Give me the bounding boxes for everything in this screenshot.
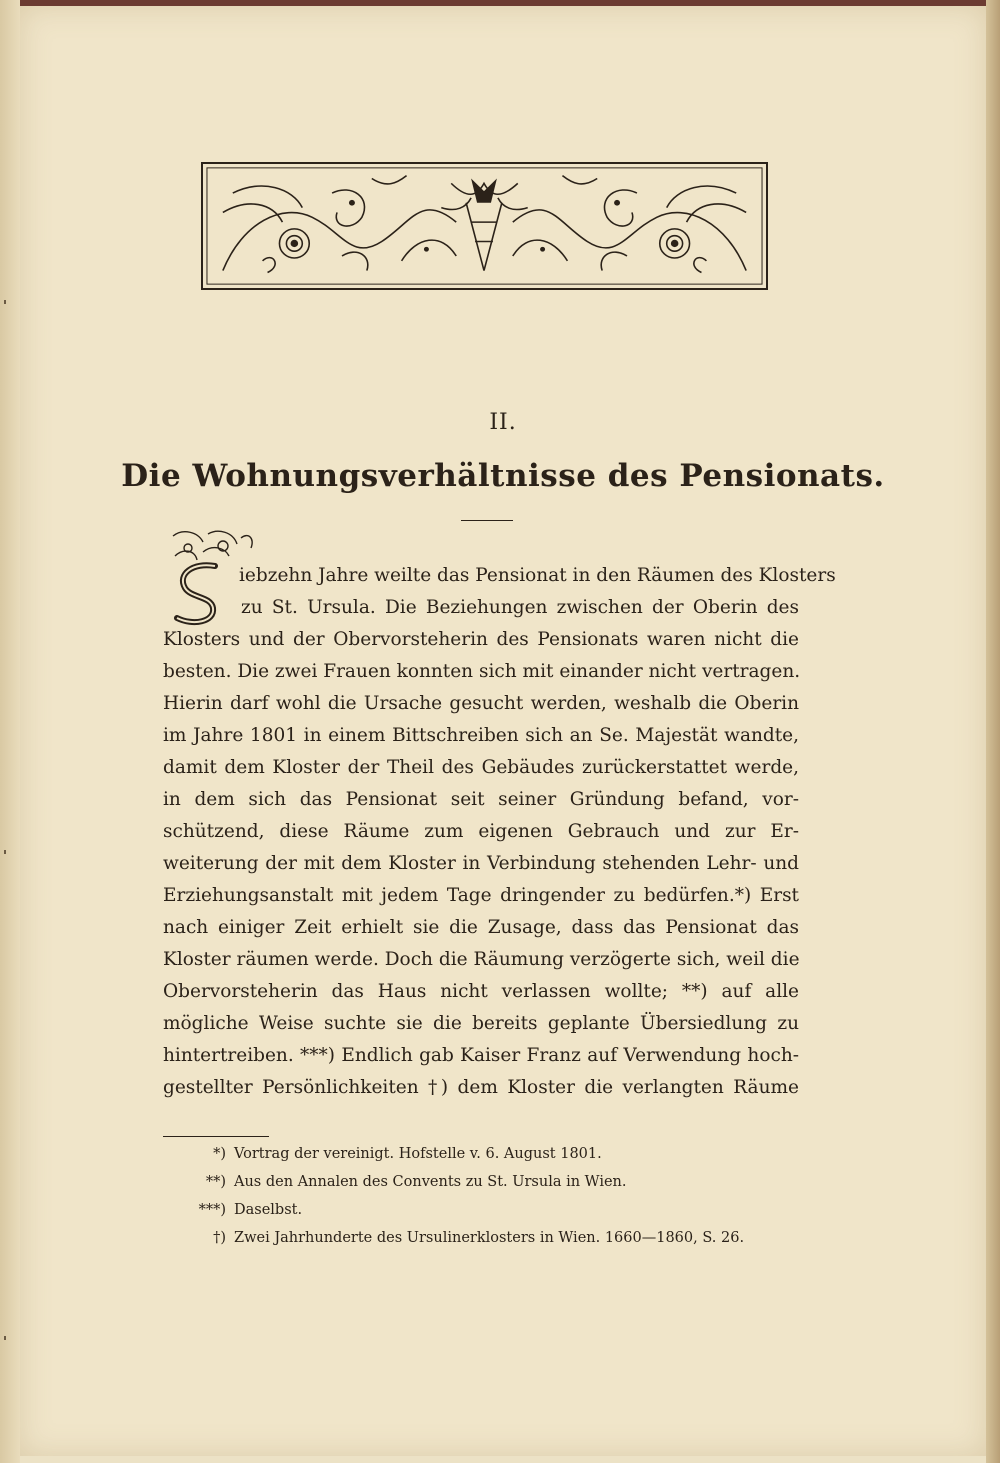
body-line: Hierin darf wohl die Ursache gesucht werden, weshalb die Oberin <box>163 693 799 714</box>
body-line: iebzehn Jahre weilte das Pensionat in den Räumen des Klosters <box>239 565 836 586</box>
footnote-mark: †) <box>213 1230 226 1246</box>
footnote-text: Zwei Jahrhunderte des Ursulinerklosters in Wien. 1660—1860, S. 26. <box>234 1230 745 1246</box>
footnote <box>180 1228 744 1248</box>
headpiece-ornament <box>201 162 768 290</box>
footnote-mark: *) <box>213 1146 226 1162</box>
body-line: in dem sich das Pensionat seit seiner Gründung befand, vor- <box>163 789 799 810</box>
margin-mark <box>4 1336 6 1340</box>
body-line: damit dem Kloster der Theil des Gebäudes zurückerstattet werde, <box>163 757 799 778</box>
footnote <box>180 1144 602 1164</box>
body-line: zu St. Ursula. Die Beziehungen zwischen der Oberin des <box>241 597 799 618</box>
footnote-text: Vortrag der vereinigt. Hofstelle v. 6. August 1801. <box>234 1146 602 1162</box>
chapter-number: II. <box>489 410 517 435</box>
book-right-edge <box>986 0 1000 1463</box>
body-line: mögliche Weise suchte sie die bereits geplante Übersiedlung zu <box>163 1013 799 1034</box>
title-divider <box>461 520 513 521</box>
body-line: Erziehungsanstalt mit jedem Tage dringender zu bedürfen.*) Erst <box>163 885 799 906</box>
footnote <box>180 1172 626 1192</box>
book-page <box>20 6 986 1456</box>
body-line: im Jahre 1801 in einem Bittschreiben sich an Se. Majestät wandte, <box>163 725 799 746</box>
body-line: Klosters und der Obervorsteherin des Pensionats waren nicht die <box>163 629 799 650</box>
body-line: besten. Die zwei Frauen konnten sich mit einander nicht vertragen. <box>163 661 801 682</box>
footnote-divider <box>163 1136 269 1137</box>
ornament-scrollwork <box>203 164 766 288</box>
footnote-text: Aus den Annalen des Convents zu St. Ursula in Wien. <box>234 1174 627 1190</box>
footnote-text: Daselbst. <box>234 1202 303 1218</box>
footnote <box>180 1200 302 1220</box>
body-line: Kloster räumen werde. Doch die Räumung verzögerte sich, weil die <box>163 949 800 970</box>
chapter-title: Die Wohnungsverhältnisse des Pensionats. <box>121 458 885 494</box>
body-line: Obervorsteherin das Haus nicht verlassen wollte; **) auf alle <box>163 981 799 1002</box>
book-gutter <box>0 0 20 1463</box>
body-line: nach einiger Zeit erhielt sie die Zusage, dass das Pensionat das <box>163 917 799 938</box>
body-line: gestellter Persönlichkeiten †) dem Kloster die verlangten Räume <box>163 1077 799 1098</box>
margin-mark <box>4 300 6 304</box>
body-line: weiterung der mit dem Kloster in Verbindung stehenden Lehr- und <box>163 853 799 874</box>
margin-mark <box>4 850 6 854</box>
footnote-mark: **) <box>205 1174 226 1190</box>
body-line: schützend, diese Räume zum eigenen Gebrauch und zur Er- <box>163 821 799 842</box>
footnote-mark: ***) <box>198 1202 226 1218</box>
body-line: hintertreiben. ***) Endlich gab Kaiser Franz auf Verwendung hoch- <box>163 1045 799 1066</box>
